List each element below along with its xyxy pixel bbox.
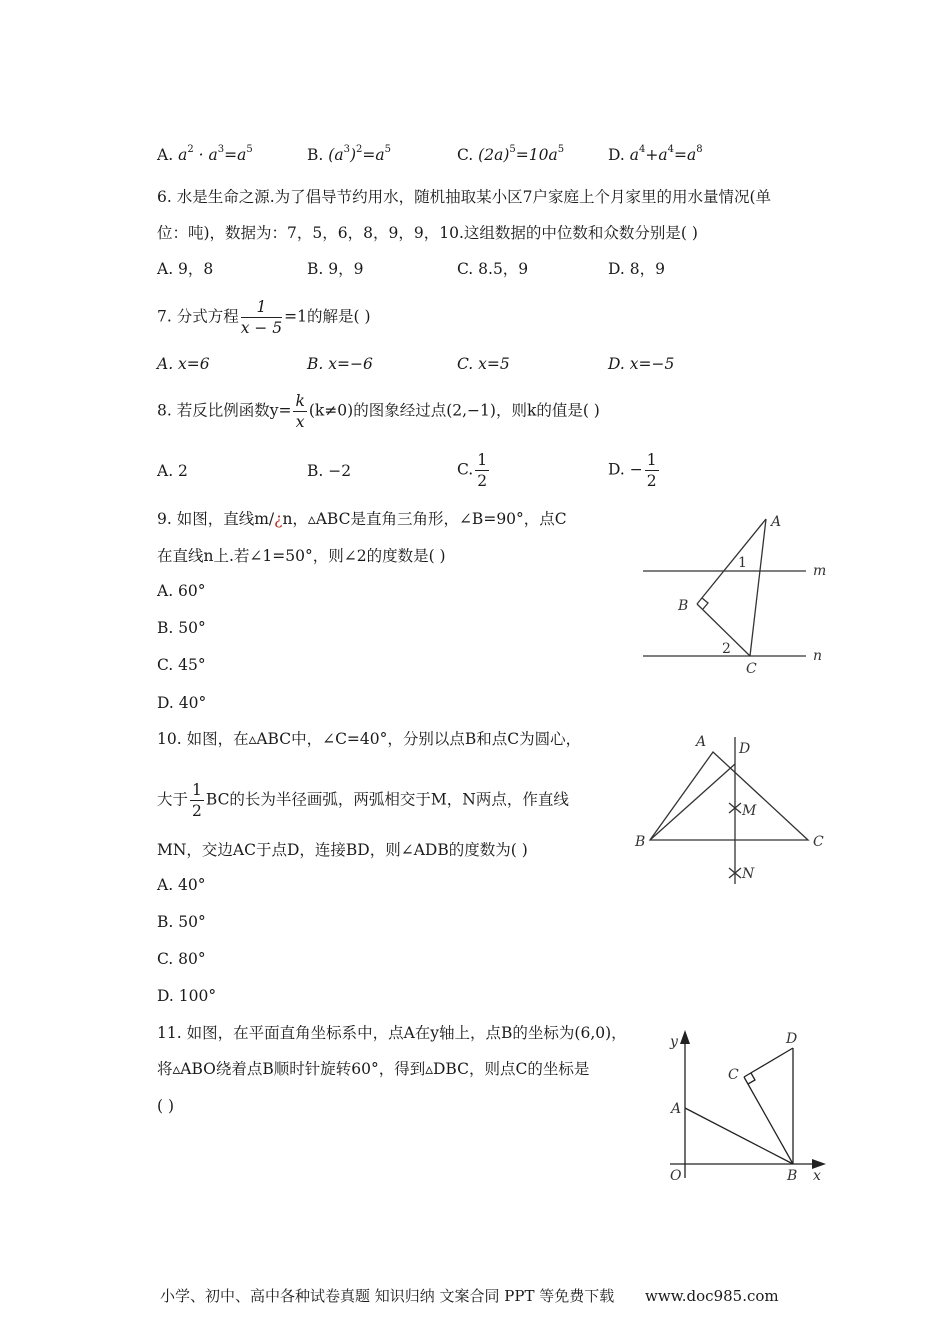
option-label: A. <box>157 146 174 164</box>
option-label: B. <box>307 146 324 164</box>
label-b: B <box>678 598 689 614</box>
q7-suffix: =1的解是( ) <box>284 307 371 326</box>
q7-prefix: 7. 分式方程 <box>157 307 239 326</box>
footer-text: 小学、初中、高中各种试卷真题 知识归纳 文案合同 PPT 等免费下载 <box>160 1287 615 1305</box>
exponent: 5 <box>246 144 253 155</box>
q6-text-line1: 6. 水是生命之源.为了倡导节约用水，随机抽取某小区7户家庭上个月家里的用水量情况(单 <box>157 188 772 206</box>
label-n: n <box>813 648 823 664</box>
q10-option-b: B. 50° <box>157 913 206 931</box>
side-ab <box>697 519 766 604</box>
q9-option-b: B. 50° <box>157 619 206 637</box>
numerator: k <box>295 392 305 410</box>
math: · a <box>193 146 218 164</box>
exponent: 4 <box>639 144 646 155</box>
q6-option-b: B. 9，9 <box>307 260 364 278</box>
q8-prefix: 8. 若反比例函数y= <box>157 401 292 420</box>
text: BC的长为半径画弧，两弧相交于M，N两点，作直线 <box>205 790 569 809</box>
angle-2-label: 2 <box>722 641 731 657</box>
q9-option-d: D. 40° <box>157 694 207 712</box>
option-label: C. <box>457 460 474 479</box>
label-c: C <box>746 661 757 677</box>
q11-figure <box>670 1036 820 1178</box>
numerator: 1 <box>477 451 488 469</box>
math: =a <box>362 146 385 164</box>
q10-option-a: A. 40° <box>157 876 206 894</box>
exponent: 3 <box>217 144 225 155</box>
math: a <box>629 146 639 164</box>
math: =10a <box>515 146 558 164</box>
math: =a <box>673 146 697 164</box>
triangle-abc <box>650 752 808 840</box>
q11-text-line3: ( ) <box>157 1097 175 1115</box>
text: 大于 <box>157 790 189 809</box>
exponent: 2 <box>187 144 194 155</box>
denominator: 2 <box>646 472 657 490</box>
q7-option-a: A. x=6 <box>157 355 210 373</box>
label-n: N <box>742 866 755 882</box>
exponent: 2 <box>356 144 363 155</box>
label-a: A <box>696 734 707 750</box>
q10-text-line1: 10. 如图，在▵ABC中，∠C=40°，分别以点B和点C为圆心， <box>157 730 582 748</box>
denominator: x <box>295 413 305 431</box>
math: (2a) <box>478 146 510 164</box>
q10-option-c: C. 80° <box>157 950 206 968</box>
footer-url[interactable]: www.doc985.com <box>645 1287 779 1305</box>
option-label: C. <box>457 146 474 164</box>
exponent: 5 <box>557 144 565 155</box>
label-a: A <box>671 1101 682 1117</box>
right-angle-mark <box>702 598 708 609</box>
denominator: 2 <box>477 472 488 490</box>
q11-text-line1: 11. 如图，在平面直角坐标系中，点A在y轴上，点B的坐标为(6,0)， <box>157 1024 627 1042</box>
exponent: 8 <box>696 144 703 155</box>
exponent: 5 <box>384 144 391 155</box>
q7-option-d: D. x=−5 <box>608 355 675 373</box>
angle-1-label: 1 <box>738 555 747 571</box>
label-x: x <box>813 1168 821 1184</box>
text: 9. 如图，直线m/ <box>157 510 275 528</box>
label-b: B <box>787 1168 798 1184</box>
label-m: M <box>742 803 757 819</box>
segment-bd <box>650 764 735 840</box>
numerator: 1 <box>192 781 202 799</box>
label-c: C <box>728 1067 739 1083</box>
label-m: m <box>813 563 827 579</box>
label-b: B <box>635 834 646 850</box>
q6-option-c: C. 8.5，9 <box>457 260 529 278</box>
numerator: 1 <box>646 451 657 469</box>
q10-figure <box>650 737 808 884</box>
side-ac <box>750 519 766 656</box>
y-axis-arrow-icon <box>680 1030 690 1044</box>
q9-text-line2: 在直线n上.若∠1=50°，则∠2的度数是( ) <box>157 547 446 565</box>
option-label: D. <box>608 146 625 164</box>
denominator: x − 5 <box>240 319 283 337</box>
q10-option-d: D. 100° <box>157 987 217 1005</box>
footer <box>160 1285 779 1306</box>
label-y: y <box>670 1034 678 1050</box>
math: +a <box>645 146 668 164</box>
math: a <box>178 146 188 164</box>
math: ) <box>349 146 356 164</box>
label-o: O <box>670 1168 682 1184</box>
q7-option-b: B. x=−6 <box>307 355 373 373</box>
q7-option-c: C. x=5 <box>457 355 510 373</box>
denominator: 2 <box>192 802 202 820</box>
garbled-char: ¿ <box>274 510 283 528</box>
option-label: D. − <box>608 460 643 479</box>
q6-text-line2: 位：吨)，数据为：7，5，6，8，9，9，10.这组数据的中位数和众数分别是( ) <box>157 224 698 242</box>
exponent: 4 <box>667 144 674 155</box>
math: (a <box>328 146 344 164</box>
segment-cd <box>744 1048 793 1077</box>
q9-figure <box>643 519 806 656</box>
q6-option-d: D. 8，9 <box>608 260 665 278</box>
q6-option-a: A. 9，8 <box>157 260 214 278</box>
q8-option-b: B. −2 <box>307 462 352 480</box>
numerator: 1 <box>241 297 282 318</box>
math: =a <box>224 146 247 164</box>
q9-option-c: C. 45° <box>157 656 206 674</box>
q9-option-a: A. 60° <box>157 582 206 600</box>
q8-suffix: (k≠0)的图象经过点(2,−1)，则k的值是( ) <box>308 401 600 420</box>
label-c: C <box>813 834 824 850</box>
label-d: D <box>786 1031 798 1047</box>
q10-text-line3: MN，交边AC于点D，连接BD，则∠ADB的度数为( ) <box>157 841 528 859</box>
label-d: D <box>739 741 751 757</box>
q8-option-a: A. 2 <box>157 462 188 480</box>
exponent: 3 <box>343 144 350 155</box>
text: n，▵ABC是直角三角形，∠B=90°，点C <box>282 510 567 528</box>
label-a: A <box>771 514 782 530</box>
q11-text-line2: 将▵ABO绕着点B顺时针旋转60°，得到▵DBC，则点C的坐标是 <box>157 1060 590 1078</box>
exponent: 5 <box>509 144 516 155</box>
